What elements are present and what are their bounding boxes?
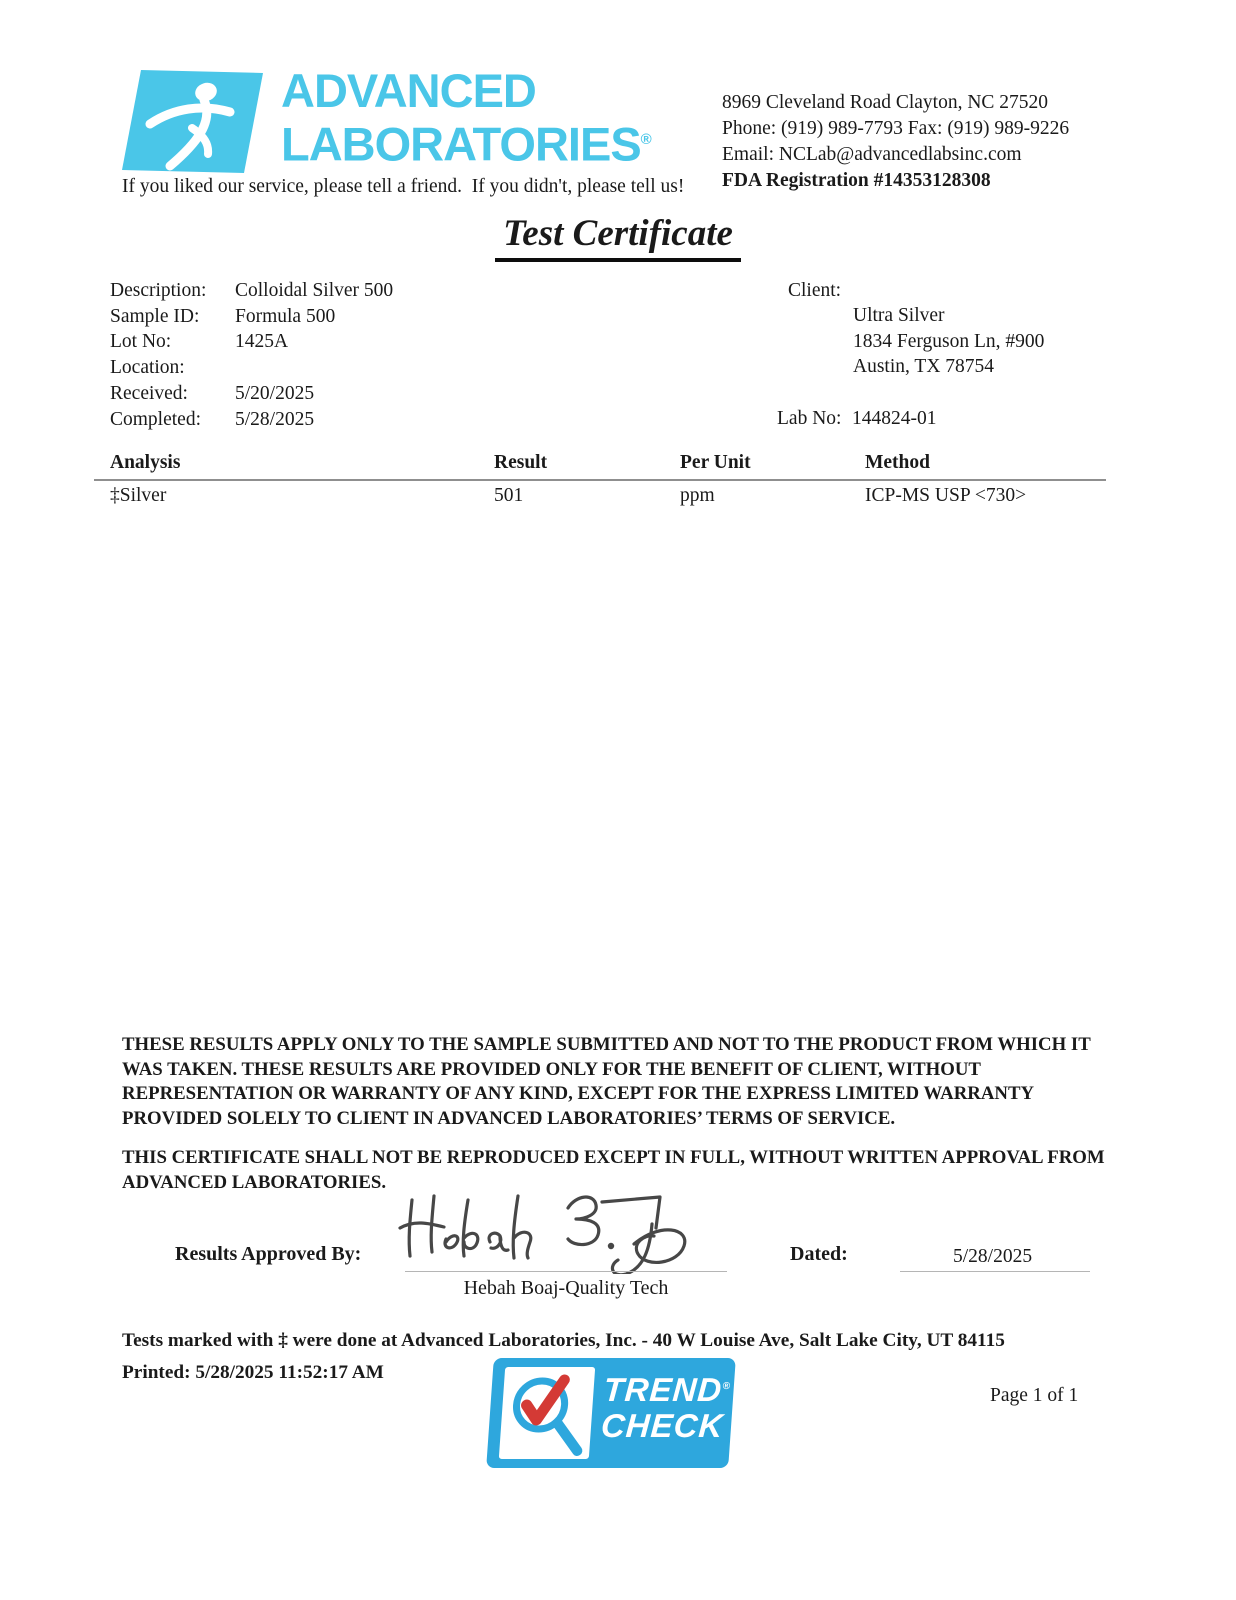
trendcheck-logo (486, 1358, 736, 1468)
method-value: ICP-MS USP <730> (865, 485, 1027, 506)
signature-image (398, 1186, 728, 1274)
disclaimer-paragraph-1: THESE RESULTS APPLY ONLY TO THE SAMPLE SUBMITTED AND NOT TO THE PRODUCT FROM WHICH IT WAS TAKEN. THESE RESULTS ARE PROVIDED ONLY FOR THE BENEFIT OF CLIENT, WITHOUT REPRESENTATION OR WARRANTY OF ANY KIND, EXCEPT FOR THE EXPRESS LIMITED WARRANTY PROVIDED SOLELY TO CLIENT IN ADVANCED LABORATORIES’ TERMS OF SERVICE. (122, 1034, 1091, 1129)
result-value: 501 (494, 485, 524, 506)
registered-mark-icon: ® (640, 131, 652, 148)
lab-address: 8969 Cleveland Road Clayton, NC 27520 (722, 92, 1049, 113)
brand-line2: LABORATORIES® (281, 117, 652, 171)
page-number: Page 1 of 1 (990, 1385, 1079, 1406)
printed-timestamp: Printed: 5/28/2025 11:52:17 AM (122, 1362, 384, 1383)
lab-phone-fax: Phone: (919) 989-7793 Fax: (919) 989-9226 (722, 118, 1070, 139)
trendcheck-line1: TREND® (602, 1371, 731, 1408)
sample-description-row: Description: Colloidal Silver 500 (110, 280, 394, 301)
page-title-wrap (0, 212, 1236, 262)
analysis-value: ‡Silver (110, 485, 167, 506)
col-analysis: Analysis (110, 452, 181, 473)
client-address-1: 1834 Ferguson Ln, #900 (853, 330, 1045, 352)
brand-wordmark (281, 66, 652, 169)
dated-value: 5/28/2025 (953, 1246, 1033, 1267)
tests-note: Tests marked with ‡ were done at Advanced Laboratories, Inc. - 40 W Louise Ave, Salt Lake City, UT 84115 (122, 1330, 1005, 1351)
lab-number-value: 144824-01 (852, 408, 937, 429)
dated-label: Dated: (790, 1243, 848, 1265)
client-address-block (853, 303, 1044, 380)
col-per-unit: Per Unit (680, 452, 751, 473)
client-address-2: Austin, TX 78754 (853, 356, 995, 377)
col-method: Method (865, 452, 930, 473)
signature-line (405, 1271, 727, 1272)
lab-contact-block (722, 90, 1069, 194)
trendcheck-line2: CHECK (599, 1407, 725, 1444)
client-label: Client: (788, 280, 842, 301)
trendcheck-wordmark (600, 1369, 731, 1444)
per-unit-value: ppm (680, 485, 715, 506)
lot-no-row: Lot No: 1425A (110, 331, 289, 353)
page-title: Test Certificate (495, 212, 741, 262)
signer-name: Hebah Boaj-Quality Tech (463, 1277, 669, 1299)
magnifier-check-icon (499, 1367, 595, 1459)
lab-number-label: Lab No: (777, 408, 842, 429)
client-name: Ultra Silver (853, 305, 945, 326)
trendcheck-badge (499, 1367, 595, 1459)
lab-number-row (777, 408, 937, 430)
brand-line1: ADVANCED (281, 64, 536, 117)
results-approved-by-label: Results Approved By: (175, 1243, 362, 1265)
completed-row: Completed: 5/28/2025 (110, 408, 315, 430)
lab-email: Email: NCLab@advancedlabsinc.com (722, 144, 1022, 165)
received-row: Received: 5/20/2025 (110, 382, 315, 404)
fda-registration: FDA Registration #14353128308 (722, 170, 991, 191)
location-row: Location: (110, 357, 185, 379)
col-result: Result (494, 452, 548, 473)
sample-info (110, 278, 393, 432)
service-tagline: If you liked our service, please tell a friend. If you didn't, please tell us! (122, 176, 685, 197)
trend-registered-mark-icon: ® (722, 1381, 731, 1392)
disclaimer-paragraph-2: THIS CERTIFICATE SHALL NOT BE REPRODUCED EXCEPT IN FULL, WITHOUT WRITTEN APPROVAL FROM ADVANCED LABORATORIES. (122, 1147, 1105, 1193)
date-line (900, 1271, 1090, 1272)
runner-logo-icon (122, 70, 270, 175)
sample-id-row: Sample ID: Formula 500 (110, 305, 336, 327)
table-header-rule (94, 479, 1106, 481)
